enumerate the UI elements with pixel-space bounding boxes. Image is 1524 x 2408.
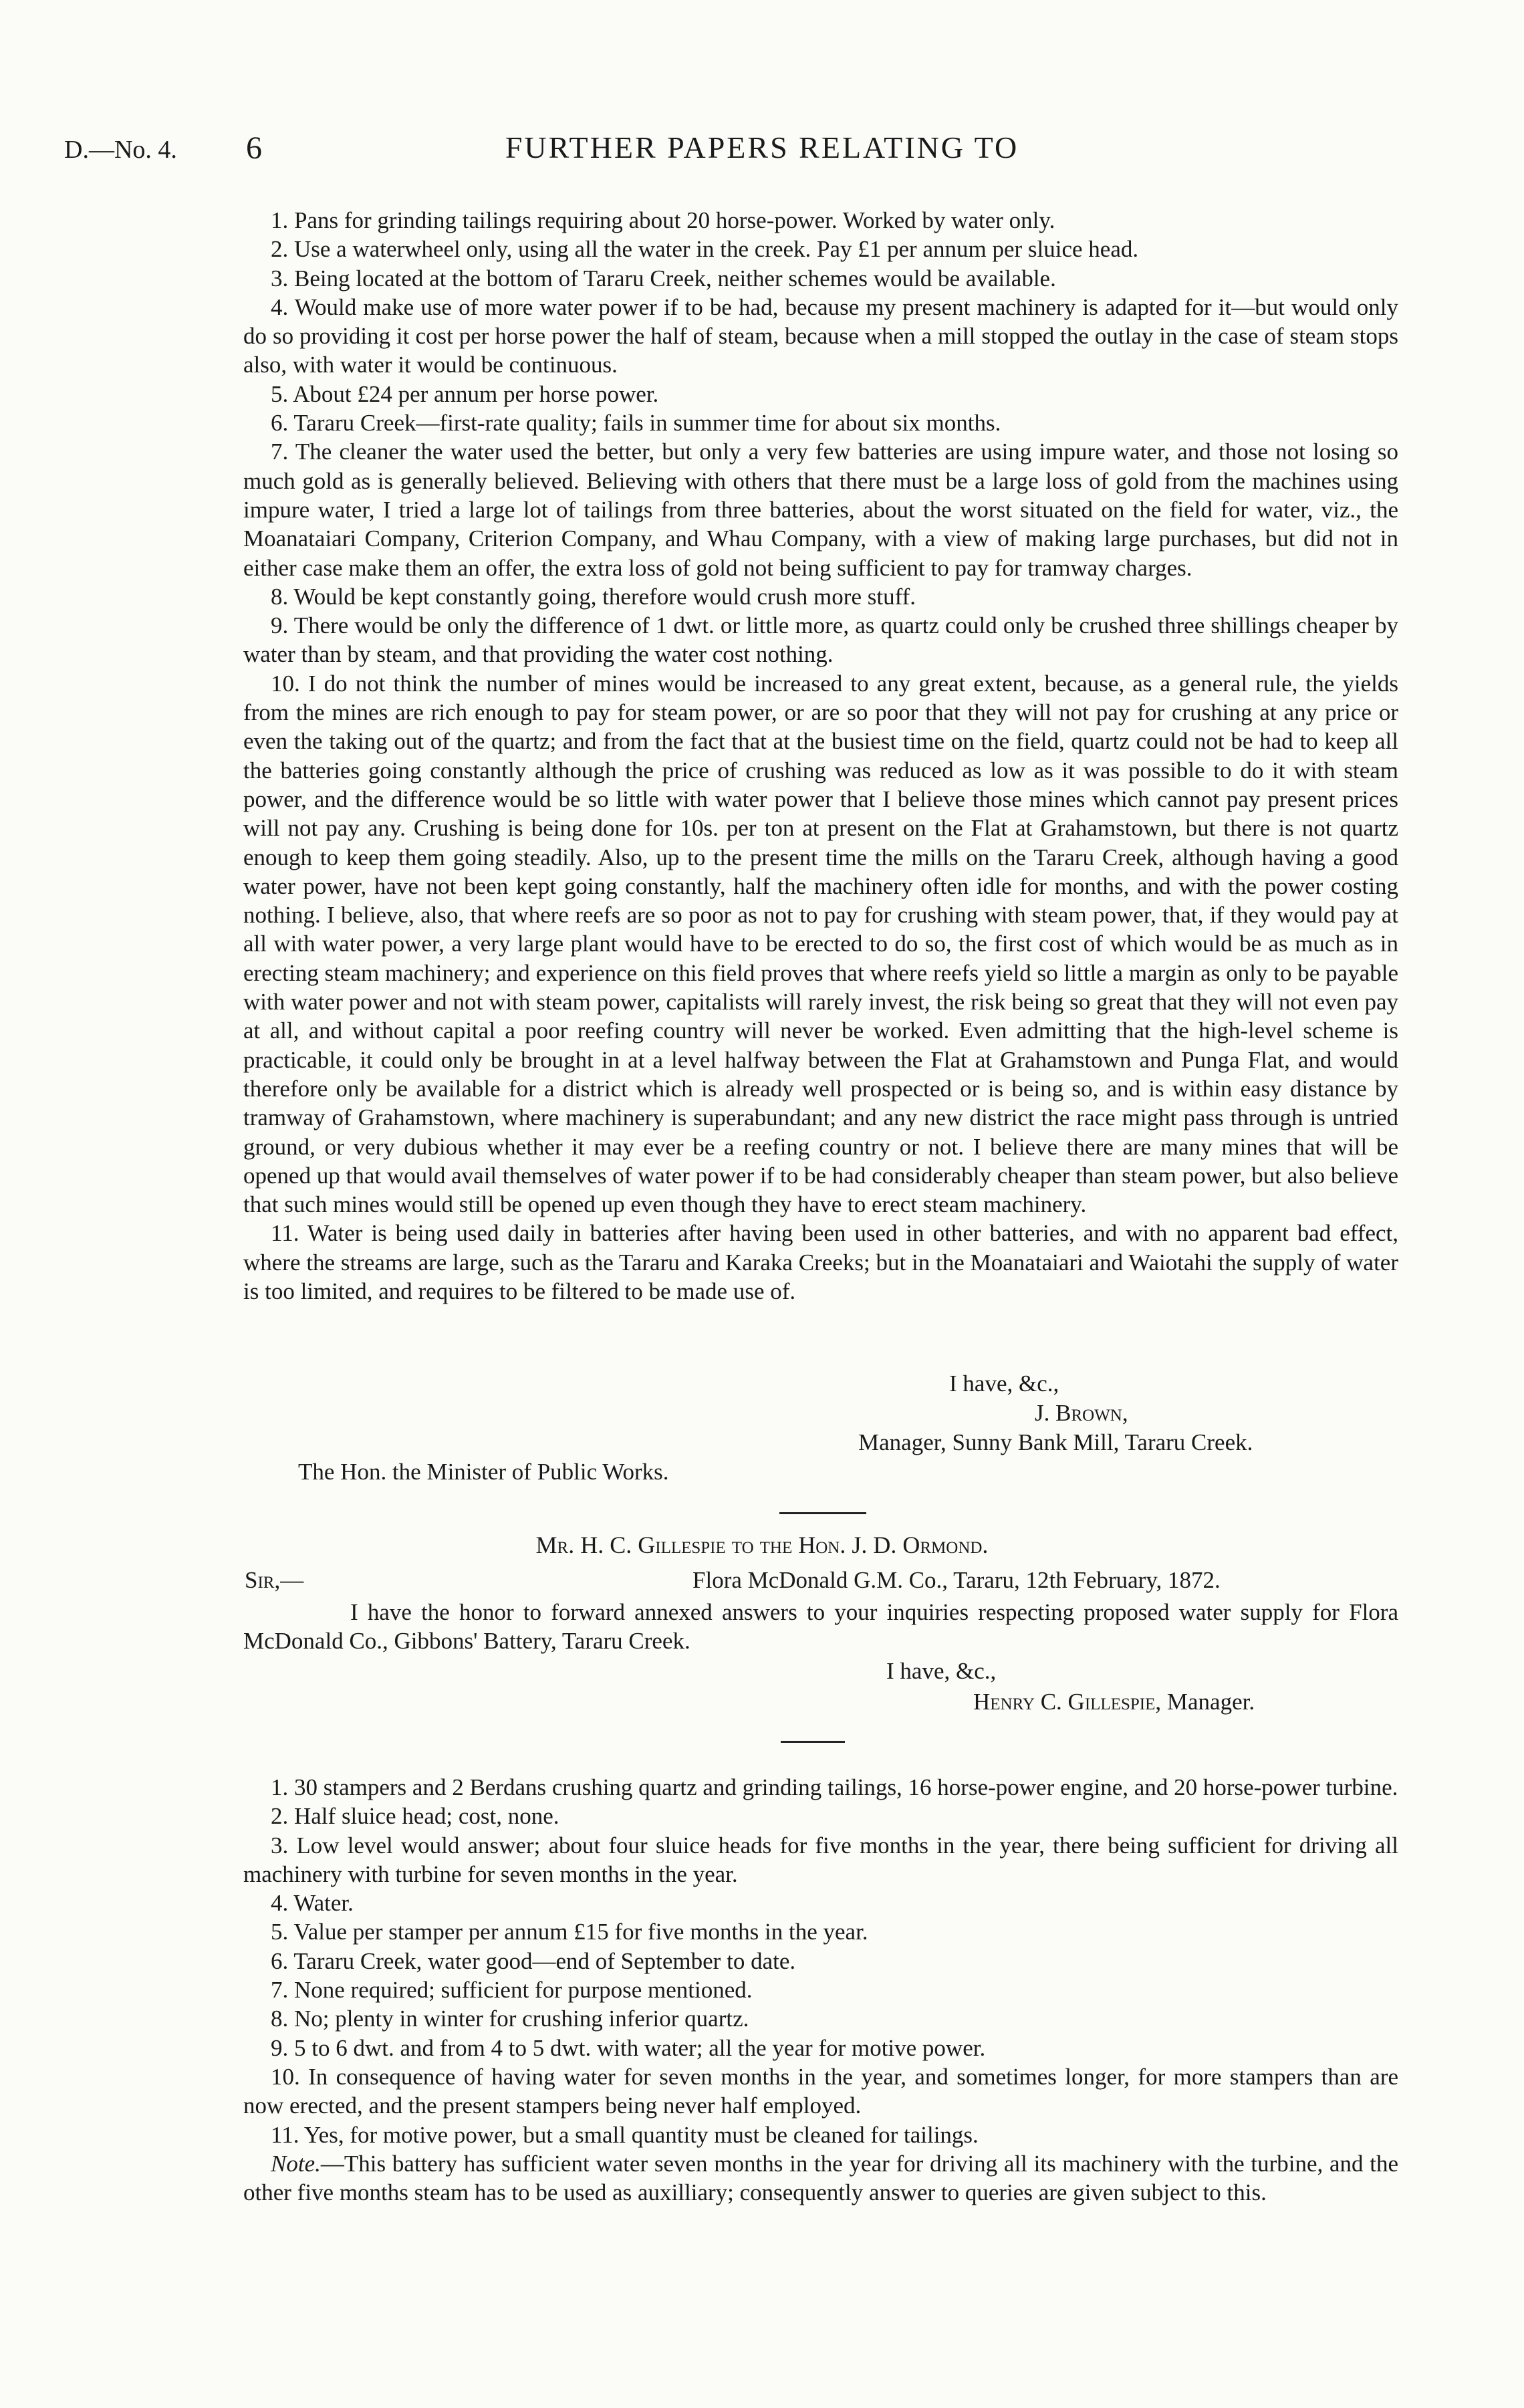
answer-paragraph: 11. Yes, for motive power, but a small quantity must be cleaned for tailings. xyxy=(271,2121,979,2148)
answer-paragraph: 9. 5 to 6 dwt. and from 4 to 5 dwt. with water; all the year for motive power. xyxy=(271,2034,986,2061)
letter-signature xyxy=(973,1689,1255,1715)
page-title: FURTHER PAPERS RELATING TO xyxy=(505,130,1019,164)
answer-paragraph: 5. Value per stamper per annum £15 for five months in the year. xyxy=(271,1919,868,1945)
answer-paragraph: 7. None required; sufficient for purpose mentioned. xyxy=(271,1977,753,2004)
answer-paragraph: 10. I do not think the number of mines would be increased to any great extent, because, as a general rule, the yields from the mines are rich enough to pay for steam power, or are so poor that they will not pay for crushing at any price or even the taking out of the quartz; and from the fact that at the busiest time on the field, quartz could not be had to keep all the batteries going constantly although the price of crushing was reduced as low as it was possible to do it with steam power, and the difference would be so little with water power that I believe those mines which cannot pay present prices will not pay any. Crushing is being done for 10s. per ton at present on the Flat at Grahamstown, but there is not quartz enough to keep them going steadily. Also, up to the present time the mills on the Tararu Creek, although having a good water power, have not been kept going constantly, half the machinery often idle for months, and with the power costing nothing. I believe, also, that where reefs are so poor as not to pay for crushing with steam power, that, if they would pay at all with water power, a very large plant would have to be erected to do so, the first cost of which would be as much as in erecting steam machinery; and experience on this field proves that where reefs yield so little a margin as only to be payable with water power and not with steam power, capitalists will rarely invest, the risk being so great that they will not even pay at all, and without capital a poor reefing country will never be worked. Even admitting that the high-level scheme is practicable, it could only be brought in at a level halfway between the Flat at Grahamstown and Punga Flat, and would therefore only be available for a district which is already well prospected or is being so, and is within easy distance by tramway of Grahamstown, where machinery is superabundant; and any new district the race might pass through is untried ground, or very dubious whether it may ever be a reefing country or not. I believe there are many mines that will be opened up that would avail themselves of water power if to be had considerably cheaper than steam power, but also believe that such mines would still be opened up even though they have to erect steam machinery. xyxy=(243,670,1398,1218)
section-divider xyxy=(781,1741,845,1743)
gillespie-answers xyxy=(243,1773,1398,2207)
page-number: 6 xyxy=(246,130,262,166)
addressee: The Hon. the Minister of Public Works. xyxy=(298,1459,669,1485)
answer-paragraph: 1. 30 stampers and 2 Berdans crushing quartz and grinding tailings, 16 horse-power engine, and 20 horse-power turbine. xyxy=(271,1774,1398,1800)
letter-heading: Mr. H. C. Gillespie to the Hon. J. D. Ormond. xyxy=(535,1532,989,1558)
signatory-title: Manager, Sunny Bank Mill, Tararu Creek. xyxy=(858,1429,1253,1455)
note-paragraph xyxy=(243,2149,1398,2207)
answer-paragraph: 2. Use a waterwheel only, using all the water in the creek. Pay £1 per annum per sluice head. xyxy=(271,236,1139,263)
answer-paragraph: 10. In consequence of having water for seven months in the year, and sometimes longer, for more stampers than are now erected, and the present stampers being never half employed. xyxy=(243,2063,1398,2119)
answer-paragraph: 6. Tararu Creek—first-rate quality; fails in summer time for about six months. xyxy=(271,410,1001,437)
signatory-name: J. Brown, xyxy=(1035,1400,1128,1426)
answer-paragraph: 1. Pans for grinding tailings requiring about 20 horse-power. Worked by water only. xyxy=(271,207,1055,233)
page-header xyxy=(0,132,1524,172)
document-reference: D.—No. 4. xyxy=(64,136,177,164)
answer-paragraph: 4. Water. xyxy=(271,1890,354,1917)
answer-paragraph: 3. Being located at the bottom of Tararu Creek, neither schemes would be available. xyxy=(271,265,1056,291)
section-divider xyxy=(779,1512,866,1514)
closing-salutation: I have, &c., xyxy=(949,1370,1059,1397)
answer-paragraph: 8. No; plenty in winter for crushing inferior quartz. xyxy=(271,2006,749,2032)
letter-salutation: Sir,— xyxy=(245,1567,304,1593)
answer-paragraph: 5. About £24 per annum per horse power. xyxy=(271,380,659,407)
note-label: Note. xyxy=(271,2150,321,2177)
note-text: —This battery has sufficient water seven months in the year for driving all its machinery with the turbine, and the other five months steam has to be used as auxilliary; consequently answer to queries are given subject to this. xyxy=(243,2150,1398,2206)
letter-close: I have, &c., xyxy=(886,1658,997,1684)
answer-paragraph: 4. Would make use of more water power if to be had, because my present machinery is adapted for it—but would only do so providing it cost per horse power the half of steam, because when a mill stopped the outlay in the case of steam stops also, with water it would be continuous. xyxy=(243,293,1398,378)
brown-answers xyxy=(243,206,1398,1306)
answer-paragraph: 11. Water is being used daily in batteries after having been used in other batteries, and with no apparent bad effect, where the streams are large, such as the Tararu and Karaka Creeks; but in the Moanataiari and Waiotahi the supply of water is too limited, and requires to be filtered to be made use of. xyxy=(243,1220,1398,1304)
letter-body: I have the honor to forward annexed answers to your inquiries respecting proposed water supply for Flora McDonald Co., Gibbons' Battery, Tararu Creek. xyxy=(243,1599,1398,1655)
answer-paragraph: 3. Low level would answer; about four sluice heads for five months in the year, there being sufficient for driving all machinery with turbine for seven months in the year. xyxy=(243,1832,1398,1887)
signatory-title: , Manager. xyxy=(1155,1689,1255,1715)
letter-dateline: Flora McDonald G.M. Co., Tararu, 12th February, 1872. xyxy=(692,1567,1221,1593)
answer-paragraph: 8. Would be kept constantly going, therefore would crush more stuff. xyxy=(271,583,916,610)
answer-paragraph: 6. Tararu Creek, water good—end of September to date. xyxy=(271,1947,796,1974)
answer-paragraph: 9. There would be only the difference of 1 dwt. or little more, as quartz could only be crushed three shillings cheaper by water than by steam, and that providing the water cost nothing. xyxy=(243,612,1398,668)
answer-paragraph: 2. Half sluice head; cost, none. xyxy=(271,1803,559,1830)
answer-paragraph: 7. The cleaner the water used the better, but only a very few batteries are using impure water, and those not losing so much gold as is generally believed. Believing with others that there must be a large loss of gold from the machines using impure water, I tried a large lot of tailings from three batteries, about the worst situated on the field for water, viz., the Moanataiari Company, Criterion Company, and Whau Company, with a view of making large purchases, but did not in either case make them an offer, the extra loss of gold not being sufficient to pay for tramway charges. xyxy=(243,439,1398,581)
signatory-name: Henry C. Gillespie xyxy=(973,1689,1156,1715)
